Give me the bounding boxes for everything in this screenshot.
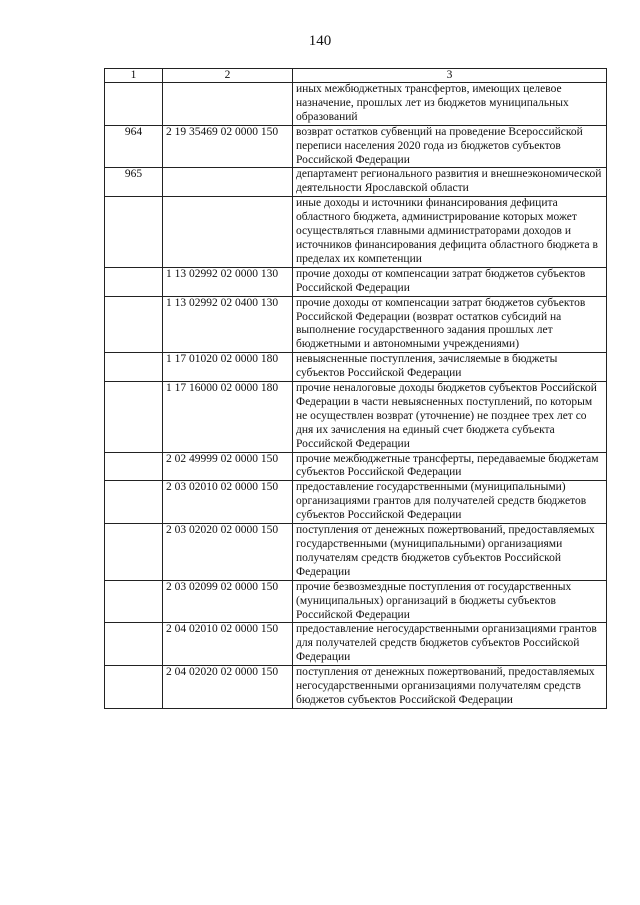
table-row (105, 452, 607, 481)
admin-code-cell (105, 83, 163, 126)
table-row (105, 168, 607, 197)
table-row (105, 580, 607, 623)
admin-code-cell (105, 481, 163, 524)
table-row (105, 524, 607, 581)
income-code-cell: 1 13 02992 02 0000 130 (163, 267, 293, 296)
income-code-cell: 2 04 02010 02 0000 150 (163, 623, 293, 666)
column-header-admin: 1 (105, 69, 163, 83)
description-cell: прочие межбюджетные трансферты, передаваемые бюджетам субъектов Российской Федерации (293, 452, 607, 481)
table-row (105, 623, 607, 666)
description-cell: поступления от денежных пожертвований, предоставляемых государственными (муниципальными) организациями получателям средств бюджетов субъектов Российской Федерации (293, 524, 607, 581)
admin-code-cell (105, 267, 163, 296)
income-code-cell (163, 197, 293, 268)
description-cell: прочие неналоговые доходы бюджетов субъектов Российской Федерации в части невыясненных поступлений, по которым не осуществлен возврат (уточнение) не позднее трех лет со дня их зачисления на единый счет бюджета субъекта Российской Федерации (293, 382, 607, 453)
table-row (105, 296, 607, 353)
description-cell: прочие доходы от компенсации затрат бюджетов субъектов Российской Федерации (возврат остатков субсидий на выполнение государственного задания прошлых лет бюджетными и автономными учреждениями) (293, 296, 607, 353)
description-cell: возврат остатков субвенций на проведение Всероссийской переписи населения 2020 года из бюджетов субъектов Российской Федерации (293, 125, 607, 168)
income-code-cell: 2 02 49999 02 0000 150 (163, 452, 293, 481)
income-code-cell (163, 168, 293, 197)
column-header-description: 3 (293, 69, 607, 83)
admin-code-cell (105, 353, 163, 382)
income-code-cell: 2 03 02099 02 0000 150 (163, 580, 293, 623)
admin-code-cell (105, 382, 163, 453)
income-code-cell: 2 04 02020 02 0000 150 (163, 666, 293, 709)
table-row (105, 382, 607, 453)
admin-code-cell (105, 580, 163, 623)
admin-code-cell: 964 (105, 125, 163, 168)
admin-code-cell (105, 296, 163, 353)
description-cell: предоставление негосударственными организациями грантов для получателей средств бюджетов субъектов Российской Федерации (293, 623, 607, 666)
table-row (105, 666, 607, 709)
income-code-cell: 1 17 01020 02 0000 180 (163, 353, 293, 382)
table-row (105, 353, 607, 382)
table-row (105, 197, 607, 268)
description-cell: предоставление государственными (муниципальными) организациями грантов для получателей средств бюджетов субъектов Российской Федерации (293, 481, 607, 524)
admin-code-cell: 965 (105, 168, 163, 197)
description-cell: иные доходы и источники финансирования дефицита областного бюджета, администрирование которых может осуществляться главными администраторами доходов и источников финансирования дефицита областного бюджета в пределах их компетенции (293, 197, 607, 268)
description-cell: прочие доходы от компенсации затрат бюджетов субъектов Российской Федерации (293, 267, 607, 296)
table-row (105, 125, 607, 168)
income-code-cell (163, 83, 293, 126)
admin-code-cell (105, 197, 163, 268)
table-row (105, 481, 607, 524)
description-cell: департамент регионального развития и внешнеэкономической деятельности Ярославской области (293, 168, 607, 197)
description-cell: иных межбюджетных трансфертов, имеющих целевое назначение, прошлых лет из бюджетов муниципальных образований (293, 83, 607, 126)
table-row (105, 267, 607, 296)
column-header-code: 2 (163, 69, 293, 83)
description-cell: поступления от денежных пожертвований, предоставляемых негосударственными организациями получателям средств бюджетов субъектов Российской Федерации (293, 666, 607, 709)
table-row (105, 83, 607, 126)
description-cell: прочие безвозмездные поступления от государственных (муниципальных) организаций в бюджеты субъектов Российской Федерации (293, 580, 607, 623)
table-header-row (105, 69, 607, 83)
income-code-cell: 1 13 02992 02 0400 130 (163, 296, 293, 353)
description-cell: невыясненные поступления, зачисляемые в бюджеты субъектов Российской Федерации (293, 353, 607, 382)
page-number: 140 (308, 33, 332, 49)
income-code-cell: 2 03 02020 02 0000 150 (163, 524, 293, 581)
income-code-cell: 2 03 02010 02 0000 150 (163, 481, 293, 524)
income-code-cell: 1 17 16000 02 0000 180 (163, 382, 293, 453)
admin-code-cell (105, 666, 163, 709)
income-code-cell: 2 19 35469 02 0000 150 (163, 125, 293, 168)
admin-code-cell (105, 452, 163, 481)
budget-classification-table (104, 68, 607, 709)
admin-code-cell (105, 623, 163, 666)
admin-code-cell (105, 524, 163, 581)
